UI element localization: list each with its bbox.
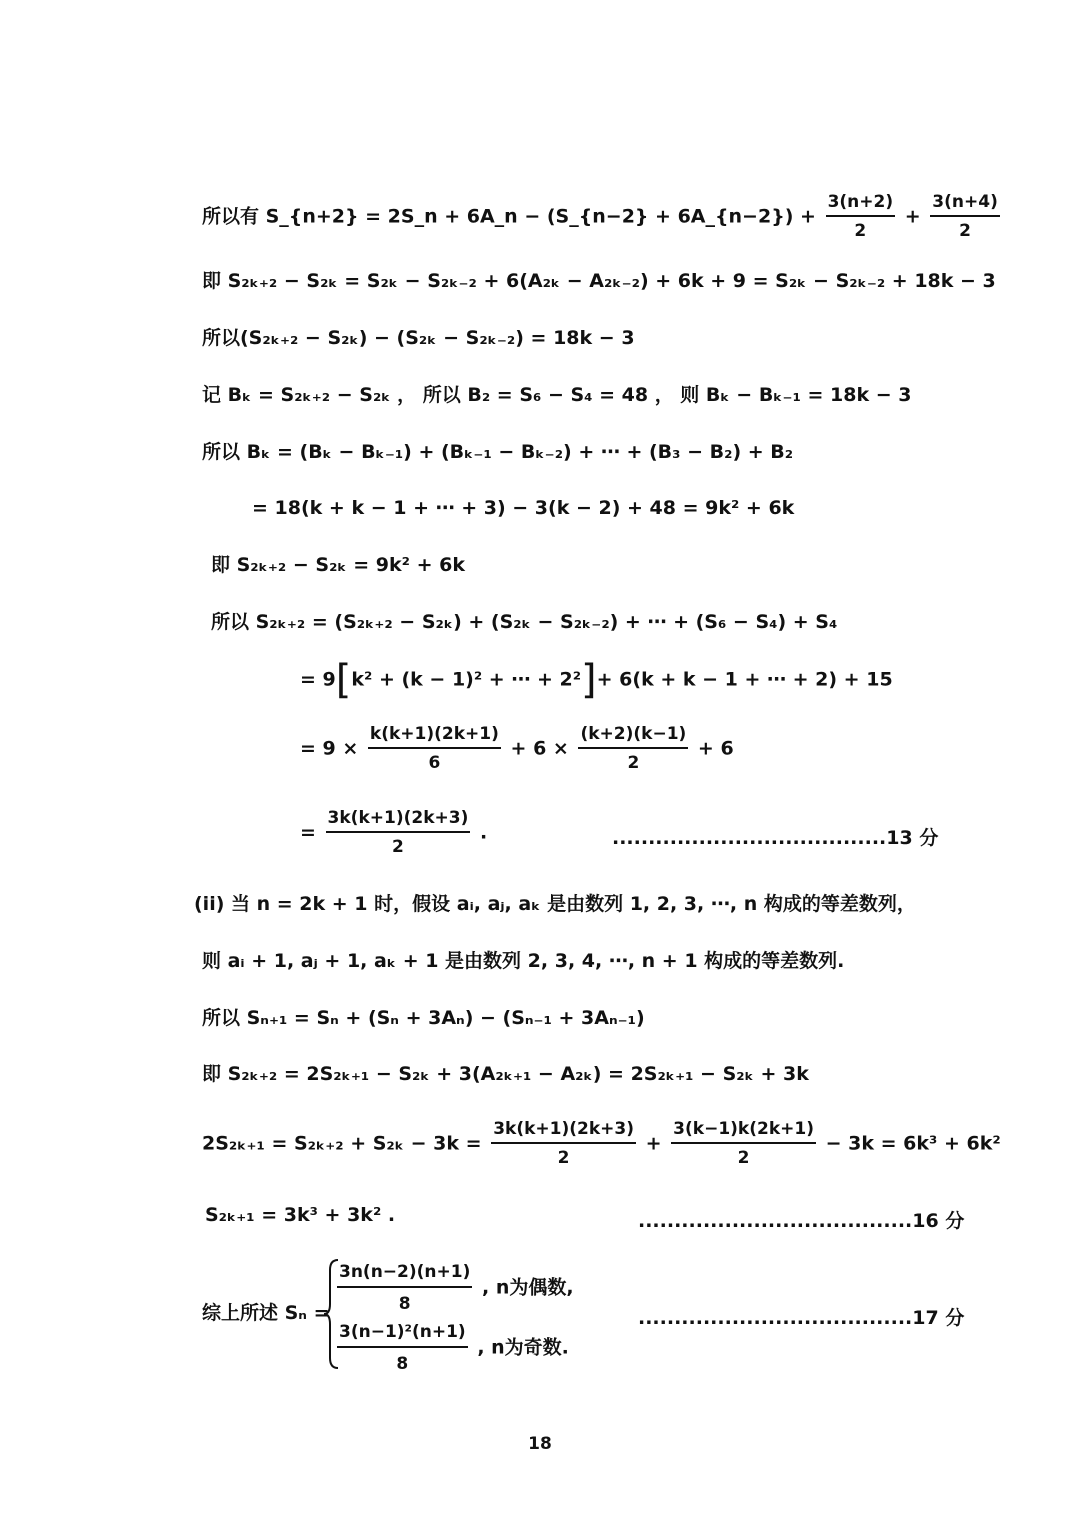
fraction: $\frac{3k(k+1)(2k+3)}{2}$ [327,808,469,857]
line-16: 2S₂ₖ₊₁ = S₂ₖ₊₂ + S₂ₖ − 3k = $\frac{3k(k+1)(2k+3)}{2}$ + $\frac{3(k-1)k(2k+1)}{2}$ − 3k = 6k³ + 6k² [202,1119,1001,1168]
line-2: 即 S₂ₖ₊₂ − S₂ₖ = S₂ₖ − S₂ₖ₋₂ + 6(A₂ₖ − A₂ₖ₋₂) + 6k + 9 = S₂ₖ − S₂ₖ₋₂ + 18k − 3 [202,270,996,292]
score-17: ......................................17 分 [638,1307,965,1329]
line-14: 所以 Sₙ₊₁ = Sₙ + (Sₙ + 3Aₙ) − (Sₙ₋₁ + 3Aₙ₋₁) [202,1007,645,1029]
case-odd: $\frac{\text{3(n−1)²(n+1)}}{8}$ , n为奇数. [339,1322,569,1374]
fraction: $\frac{\text{3(n−1)²(n+1)}}{8}$ [339,1322,466,1374]
line-6: = 18(k + k − 1 + ⋯ + 3) − 3(k − 2) + 48 = 9k² + 6k [252,497,795,519]
page-number: 18 [528,1434,552,1454]
line-13: 则 aᵢ + 1, aⱼ + 1, aₖ + 1 是由数列 2, 3, 4, ⋯, n + 1 构成的等差数列. [202,950,845,972]
line-15: 即 S₂ₖ₊₂ = 2S₂ₖ₊₁ − S₂ₖ + 3(A₂ₖ₊₁ − A₂ₖ) = 2S₂ₖ₊₁ − S₂ₖ + 3k [202,1063,809,1085]
score-16: ......................................16 分 [638,1210,965,1232]
line-12: (ii) 当 n = 2k + 1 时，假设 aᵢ, aⱼ, aₖ 是由数列 1, 2, 3, ⋯, n 构成的等差数列， [194,893,916,915]
fraction: $\frac{3(n+4)}{2}$ [932,192,998,241]
line-7: 即 S₂ₖ₊₂ − S₂ₖ = 9k² + 6k [211,554,465,576]
line-17: S₂ₖ₊₁ = 3k³ + 3k² . [205,1204,396,1226]
line-18-label: 综上所述 Sₙ = [202,1302,330,1324]
fraction: $\frac{(k+2)(k-1)}{2}$ [580,724,687,773]
fraction: $\frac{k(k+1)(2k+1)}{6}$ [369,724,499,773]
line-9: = 9[k² + (k − 1)² + ⋯ + 2²]+ 6(k + k − 1 + ⋯ + 2) + 15 [300,657,893,703]
fraction: $\frac{3n(n-2)(n+1)}{8}$ [339,1262,471,1314]
fraction: $\frac{3(n+2)}{2}$ [827,192,894,241]
line-11: = $\frac{3k(k+1)(2k+3)}{2}$ . [300,808,488,857]
line-3: 所以(S₂ₖ₊₂ − S₂ₖ) − (S₂ₖ − S₂ₖ₋₂) = 18k − 3 [202,327,635,349]
line-8: 所以 S₂ₖ₊₂ = (S₂ₖ₊₂ − S₂ₖ) + (S₂ₖ − S₂ₖ₋₂) + ⋯ + (S₆ − S₄) + S₄ [211,611,838,633]
line-10: = 9 × $\frac{k(k+1)(2k+1)}{6}$ + 6 × $\frac{(k+2)(k-1)}{2}$ + 6 [300,724,734,773]
fraction: $\frac{3k(k+1)(2k+3)}{2}$ [493,1119,634,1168]
score-13: ......................................13 分 [612,827,939,849]
line-4: 记 Bₖ = S₂ₖ₊₂ − S₂ₖ ， 所以 B₂ = S₆ − S₄ = 48 ， 则 Bₖ − Bₖ₋₁ = 18k − 3 [202,384,912,406]
case-even: $\frac{3n(n-2)(n+1)}{8}$ , n为偶数, [339,1262,574,1314]
line-5: 所以 Bₖ = (Bₖ − Bₖ₋₁) + (Bₖ₋₁ − Bₖ₋₂) + ⋯ + (B₃ − B₂) + B₂ [202,441,794,463]
line-recurrence: 所以有 S_{n+2} = 2S_n + 6A_n − (S_{n−2} + 6A_{n−2}) + $\frac{3(n+2)}{2}$ + $\frac{3(n+4)}{2}$ [202,192,998,241]
fraction: $\frac{3(k-1)k(2k+1)}{2}$ [673,1119,814,1168]
